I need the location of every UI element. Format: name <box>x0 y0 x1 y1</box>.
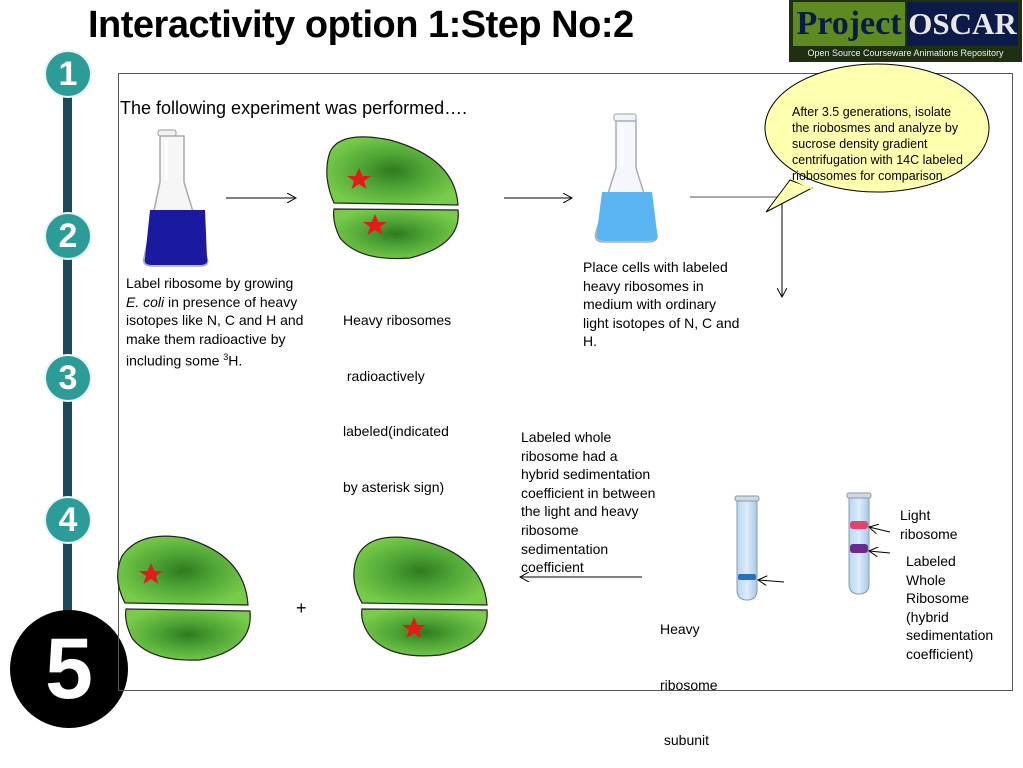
text-line: Heavy ribosomes <box>343 312 452 328</box>
text-line: Labeled <box>906 553 956 569</box>
step-1-button[interactable]: 1 <box>46 52 90 96</box>
ecoli-italic: E. coli <box>126 293 165 310</box>
light-ribosome-text <box>900 506 980 543</box>
labeled-whole-text <box>521 428 681 577</box>
text-line: hybrid sedimentation <box>521 466 651 483</box>
heavy-subunit-text <box>660 583 740 768</box>
callout-text <box>792 104 992 184</box>
text-line: sucrose density gradient <box>792 137 928 151</box>
heavy-ribosomes-text <box>343 274 483 515</box>
test-tube-icon <box>847 493 871 594</box>
arrow-icon <box>869 551 890 553</box>
text-line: coefficient) <box>906 645 974 662</box>
text-line: labeled(indicated <box>343 423 449 439</box>
step-3-button[interactable]: 3 <box>46 356 90 400</box>
text-line: heavy ribosomes in <box>583 277 704 294</box>
text-span: including some <box>126 352 224 369</box>
conical-flask-icon <box>144 130 208 266</box>
text-line: sedimentation <box>521 540 609 557</box>
logo-project-text: Project <box>793 2 905 46</box>
arrow-icon <box>758 580 784 582</box>
text-line: Ribosome <box>906 590 970 606</box>
text-line: medium with ordinary <box>583 296 717 312</box>
logo-subtitle: Open Source Courseware Animations Repository <box>807 48 1004 58</box>
text-line: Whole <box>906 571 946 588</box>
text-line: light isotopes of N, C and <box>583 314 740 331</box>
text-line: isotopes like N, C and H and <box>126 312 304 328</box>
text-line: by asterisk sign) <box>343 478 445 495</box>
superscript: 3 <box>223 352 229 362</box>
step-5-current[interactable]: 5 <box>10 610 128 728</box>
text-line: ribosome <box>660 676 718 693</box>
ribosome-icon <box>327 137 458 259</box>
text-line: ribosome had a <box>521 447 618 464</box>
page-title: Interactivity option 1:Step No:2 <box>88 4 634 46</box>
ribosome-icon <box>354 537 487 656</box>
text-line: the riobosmes and analyze by <box>792 121 959 135</box>
text-line: (hybrid <box>906 608 949 625</box>
text-line: Label ribosome by growing <box>126 275 294 291</box>
place-cells-text <box>583 258 763 351</box>
text-line: subunit <box>660 732 710 748</box>
arrow-icon <box>869 527 890 532</box>
text-line: coefficient <box>521 559 584 576</box>
label-ribosome-text <box>126 274 336 370</box>
text-line: ribosome <box>521 521 579 538</box>
text-line: After 3.5 generations, isolate <box>792 105 952 119</box>
text-line: Place cells with labeled <box>583 259 728 275</box>
text-line: Heavy <box>660 621 700 637</box>
text-line: make them radioactive by <box>126 330 286 347</box>
labeled-whole-ribosome-text <box>906 552 1016 663</box>
text-line: radioactively <box>343 367 425 384</box>
text-span: H. <box>228 352 243 369</box>
text-span: in presence of heavy <box>164 293 298 310</box>
text-line: coefficient in between <box>521 484 656 501</box>
intro-text: The following experiment was performed…. <box>120 98 468 118</box>
text-line: H. <box>583 333 597 349</box>
text-line: centrifugation with 14C labeled <box>792 153 963 167</box>
text-line: Light <box>900 507 931 523</box>
text-line <box>126 293 336 312</box>
text-line: sedimentation <box>906 627 994 643</box>
logo-oscar-text: OSCAR <box>907 2 1018 46</box>
text-line <box>126 348 336 370</box>
plus-sign: + <box>296 598 307 618</box>
text-line: ribosome <box>900 525 958 542</box>
step-2-button[interactable]: 2 <box>46 214 90 258</box>
conical-flask-icon <box>595 114 657 242</box>
text-line: the light and heavy <box>521 503 639 520</box>
text-line: riobosomes for comparison. <box>792 169 947 183</box>
step-4-button[interactable]: 4 <box>46 498 90 542</box>
ribosome-icon <box>118 536 251 660</box>
text-line: Labeled whole <box>521 429 612 445</box>
